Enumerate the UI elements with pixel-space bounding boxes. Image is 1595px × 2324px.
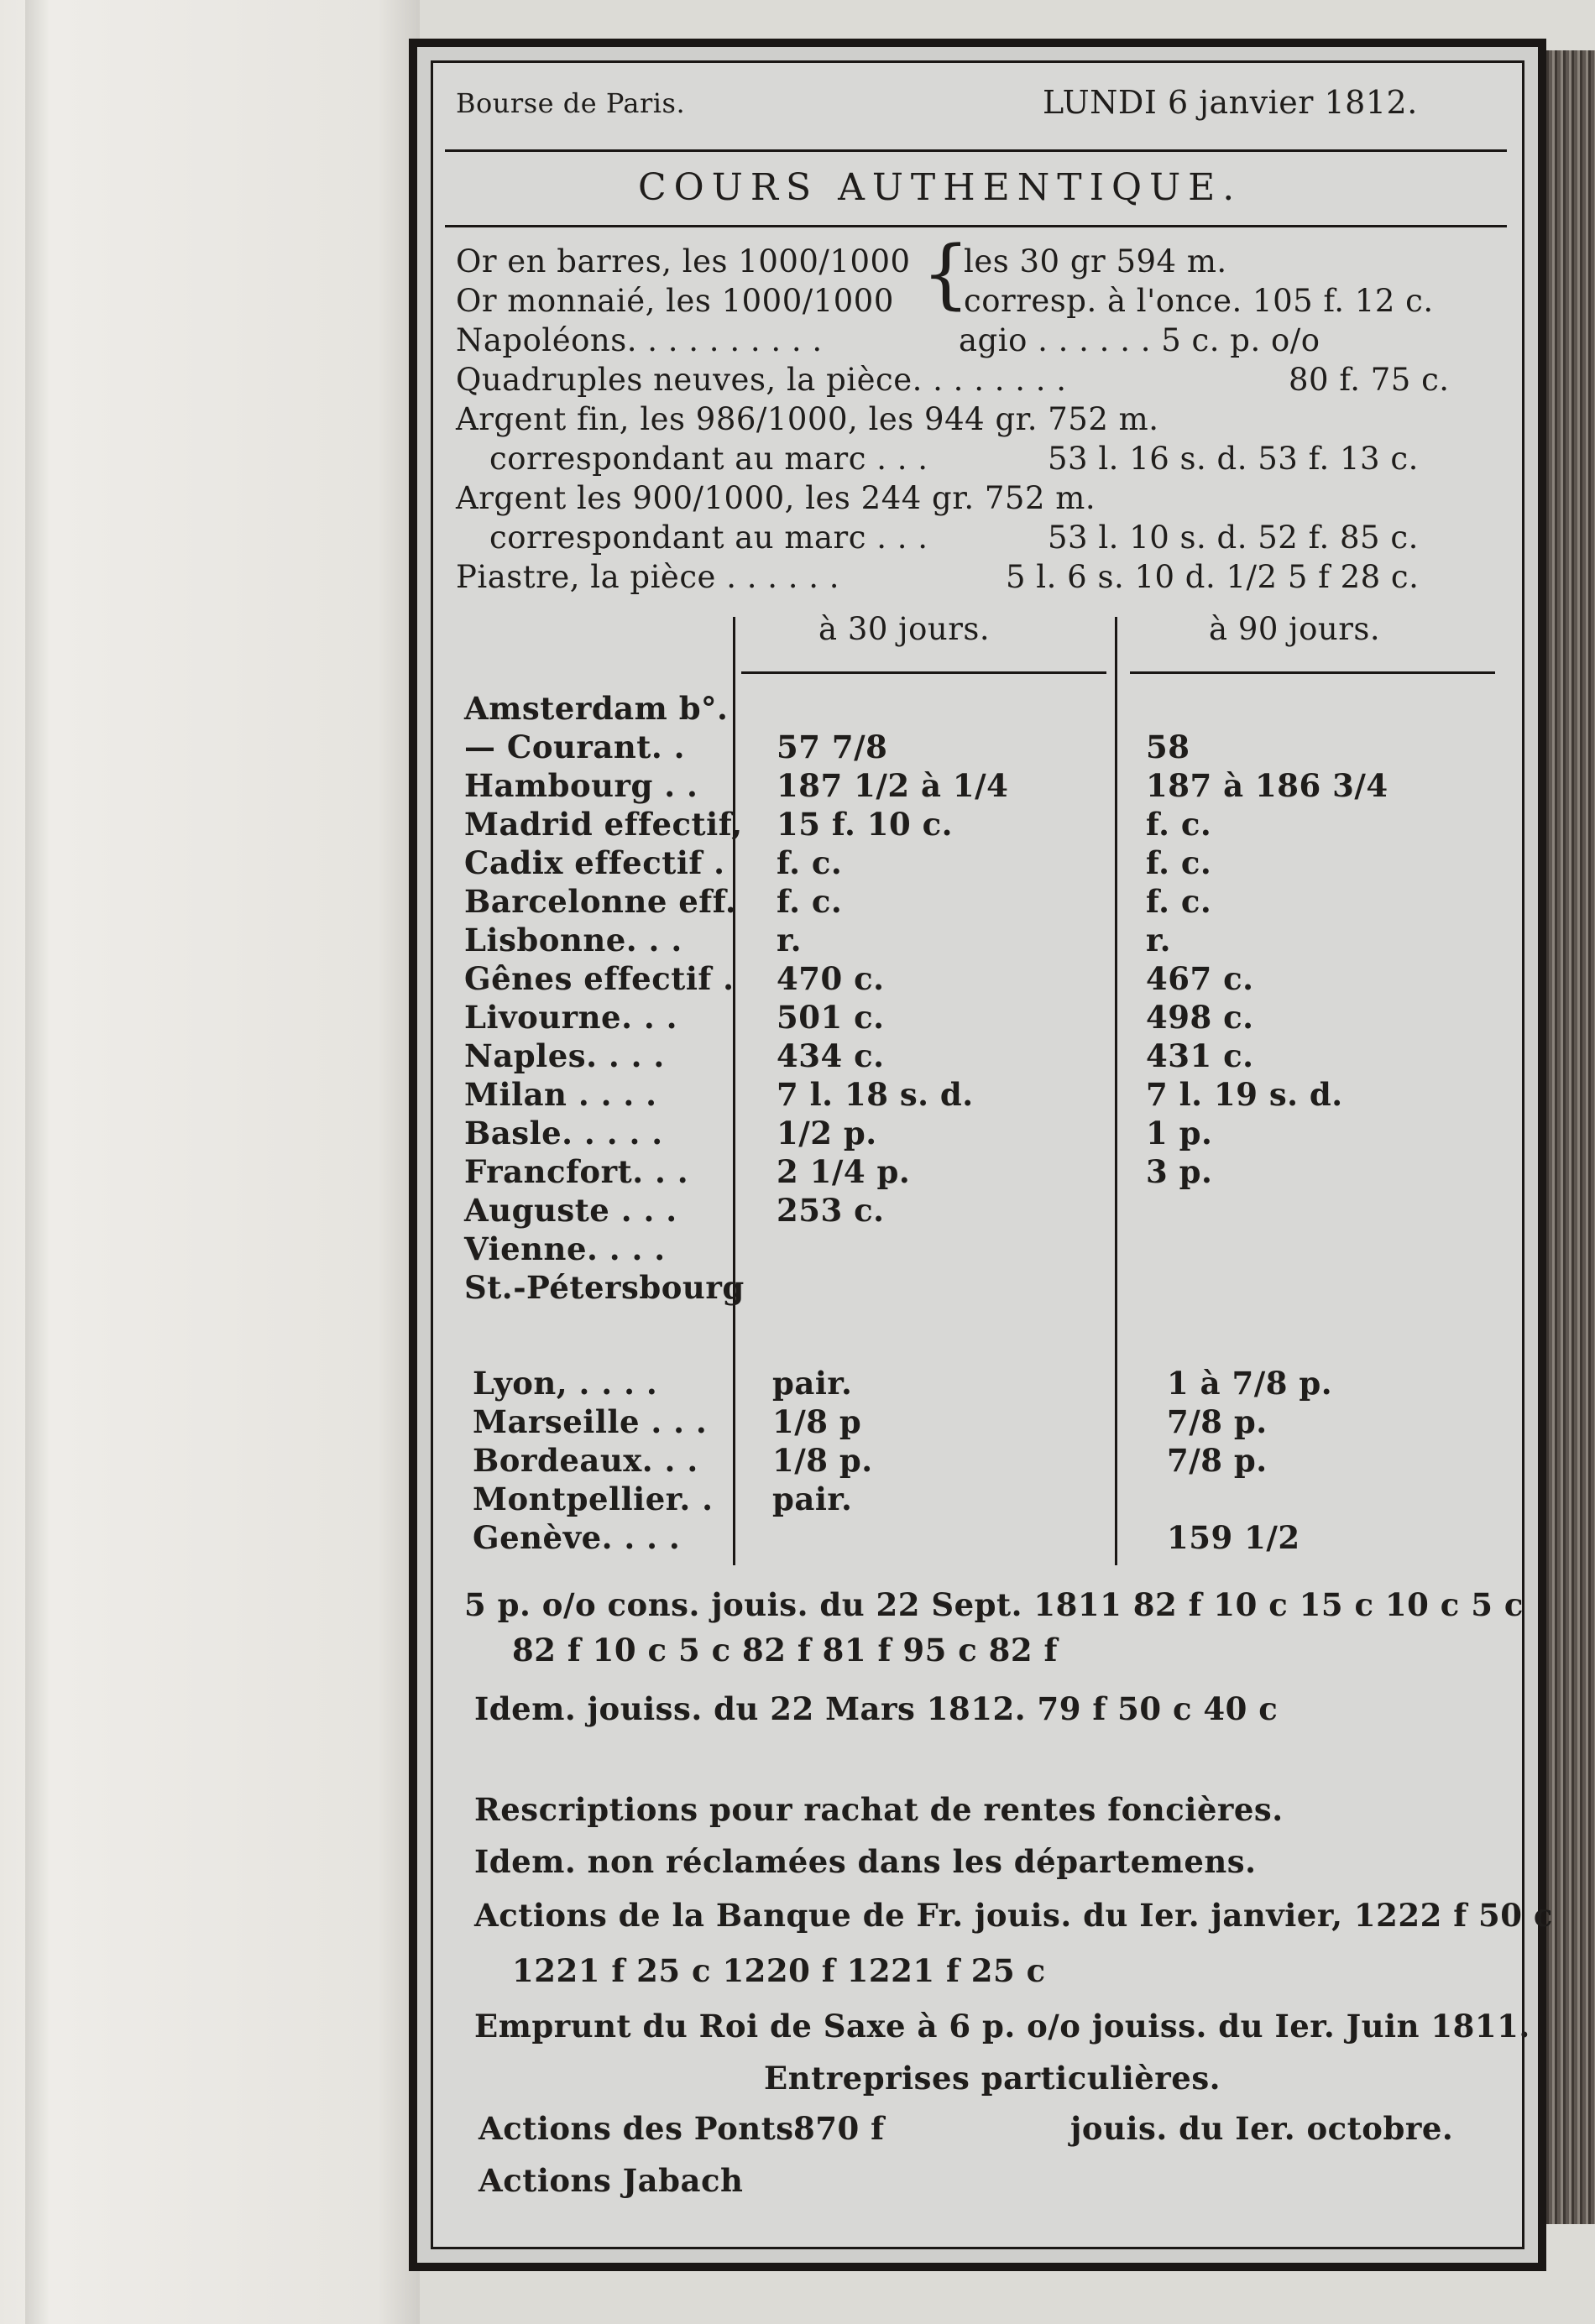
domestic-city: Montpellier. . <box>473 1481 714 1517</box>
exchange-value-90: f. c. <box>1146 806 1212 843</box>
brace: { <box>922 230 970 318</box>
exchange-city: Gênes effectif . <box>464 960 735 997</box>
exchange-city: Auguste . . . <box>464 1192 677 1229</box>
metal-value-3: agio . . . . . . 5 c. p. o/o <box>959 322 1320 358</box>
flyleaf-edge <box>25 0 49 2324</box>
domestic-value-90: 159 1/2 <box>1167 1519 1300 1556</box>
domestic-city: Genève. . . . <box>473 1519 681 1556</box>
exchange-value-30: f. c. <box>777 844 843 881</box>
header-right: LUNDI 6 janvier 1812. <box>1043 84 1418 121</box>
metal-label-6: correspondant au marc . . . <box>489 441 928 477</box>
exchange-city: Naples. . . . <box>464 1037 665 1074</box>
exchange-city: — Courant. . <box>464 729 686 765</box>
exchange-value-30: 2 1/4 p. <box>777 1153 911 1190</box>
domestic-value-90: 7/8 p. <box>1167 1403 1268 1440</box>
table-rule-2 <box>1115 617 1117 1565</box>
header-left: Bourse de Paris. <box>456 87 686 119</box>
col-rule-30 <box>741 671 1106 674</box>
exchange-city: Lisbonne. . . <box>464 922 682 958</box>
metal-label-8: correspondant au marc . . . <box>489 520 928 556</box>
domestic-city: Lyon, . . . . <box>473 1365 658 1402</box>
exchange-value-90: 1 p. <box>1146 1115 1213 1152</box>
rente-line-3: Idem. jouiss. du 22 Mars 1812. 79 f 50 c 40 c <box>474 1690 1279 1727</box>
exchange-value-90: 498 c. <box>1146 999 1254 1036</box>
other-line-4: 1221 f 25 c 1220 f 1221 f 25 c <box>512 1952 1046 1989</box>
page-title: COURS AUTHENTIQUE. <box>638 166 1242 209</box>
exchange-value-90: 431 c. <box>1146 1037 1254 1074</box>
exchange-value-30: 501 c. <box>777 999 885 1036</box>
metal-value-6: 53 l. 16 s. d. 53 f. 13 c. <box>1048 441 1419 477</box>
exchange-city: Milan . . . . <box>464 1076 657 1113</box>
other-line-3: Actions de la Banque de Fr. jouis. du Ier. janvier, 1222 f 50 c <box>474 1897 1553 1934</box>
exchange-value-30: 15 f. 10 c. <box>777 806 954 843</box>
exchange-city: Cadix effectif . <box>464 844 725 881</box>
metal-value-1: les 30 gr 594 m. <box>964 243 1227 279</box>
ponts-jouis: jouis. du Ier. octobre. <box>1070 2110 1454 2147</box>
exchange-value-90: 187 à 186 3/4 <box>1146 767 1388 804</box>
other-line-1: Rescriptions pour rachat de rentes foncières. <box>474 1791 1284 1828</box>
flyleaf <box>0 0 420 2324</box>
exchange-city: Vienne. . . . <box>464 1230 666 1267</box>
jabach-label: Actions Jabach <box>478 2162 744 2199</box>
exchange-value-90: f. c. <box>1146 883 1212 920</box>
table-rule-1 <box>733 617 735 1565</box>
domestic-city: Bordeaux. . . <box>473 1442 698 1479</box>
col-header-30: à 30 jours. <box>818 611 991 647</box>
metal-label-3: Napoléons. . . . . . . . . . <box>456 322 823 358</box>
metal-label-4: Quadruples neuves, la pièce. . . . . . . . <box>456 362 1067 398</box>
exchange-value-30: 470 c. <box>777 960 885 997</box>
col-header-90: à 90 jours. <box>1209 611 1381 647</box>
exchange-value-90: f. c. <box>1146 844 1212 881</box>
metal-value-8: 53 l. 10 s. d. 52 f. 85 c. <box>1048 520 1419 556</box>
ponts-value: 870 f <box>793 2110 885 2147</box>
header-rule <box>445 149 1507 152</box>
exchange-value-30: 1/2 p. <box>777 1115 877 1152</box>
domestic-value-90: 1 à 7/8 p. <box>1167 1365 1333 1402</box>
other-line-5: Emprunt du Roi de Saxe à 6 p. o/o jouiss. du Ier. Juin 1811. <box>474 2008 1530 2045</box>
domestic-value-90: 7/8 p. <box>1167 1442 1268 1479</box>
domestic-value-30: 1/8 p <box>772 1403 862 1440</box>
metal-value-2: corresp. à l'once. 105 f. 12 c. <box>964 283 1434 319</box>
metal-label-9: Piastre, la pièce . . . . . . <box>456 559 840 595</box>
exchange-value-90: 7 l. 19 s. d. <box>1146 1076 1343 1113</box>
rente-line-1: 5 p. o/o cons. jouis. du 22 Sept. 1811 82 f 10 c 15 c 10 c 5 c <box>464 1586 1524 1623</box>
metal-label-1: Or en barres, les 1000/1000 <box>456 243 911 279</box>
title-rule <box>445 225 1507 227</box>
exchange-city: Barcelonne eff. <box>464 883 737 920</box>
exchange-value-90: r. <box>1146 922 1171 958</box>
domestic-value-30: 1/8 p. <box>772 1442 873 1479</box>
exchange-city: St.-Pétersbourg <box>464 1269 745 1306</box>
exchange-value-30: f. c. <box>777 883 843 920</box>
metal-value-4: 80 f. 75 c. <box>1289 362 1450 398</box>
exchange-value-30: r. <box>777 922 802 958</box>
exchange-value-30: 7 l. 18 s. d. <box>777 1076 974 1113</box>
rente-line-2: 82 f 10 c 5 c 82 f 81 f 95 c 82 f <box>512 1632 1058 1669</box>
exchange-value-30: 253 c. <box>777 1192 885 1229</box>
ponts-label: Actions des Ponts <box>478 2110 794 2147</box>
col-rule-90 <box>1130 671 1495 674</box>
metal-label-7: Argent les 900/1000, les 244 gr. 752 m. <box>456 480 1096 516</box>
exchange-value-90: 58 <box>1146 729 1190 765</box>
exchange-value-30: 187 1/2 à 1/4 <box>777 767 1009 804</box>
domestic-value-30: pair. <box>772 1365 853 1402</box>
domestic-city: Marseille . . . <box>473 1403 708 1440</box>
exchange-city: Amsterdam b°. <box>464 690 729 727</box>
metal-label-2: Or monnaié, les 1000/1000 <box>456 283 894 319</box>
exchange-value-90: 467 c. <box>1146 960 1254 997</box>
exchange-value-30: 57 7/8 <box>777 729 888 765</box>
exchange-city: Basle. . . . . <box>464 1115 663 1152</box>
metal-value-9: 5 l. 6 s. 10 d. 1/2 5 f 28 c. <box>1006 559 1420 595</box>
exchange-city: Francfort. . . <box>464 1153 689 1190</box>
metal-label-5: Argent fin, les 986/1000, les 944 gr. 752 m. <box>456 401 1159 437</box>
entreprises-title: Entreprises particulières. <box>764 2060 1221 2097</box>
domestic-value-30: pair. <box>772 1481 853 1517</box>
exchange-city: Livourne. . . <box>464 999 677 1036</box>
exchange-value-90: 3 p. <box>1146 1153 1213 1190</box>
other-line-2: Idem. non réclamées dans les départemens. <box>474 1843 1257 1880</box>
exchange-city: Madrid effectif, <box>464 806 743 843</box>
exchange-city: Hambourg . . <box>464 767 698 804</box>
exchange-value-30: 434 c. <box>777 1037 885 1074</box>
